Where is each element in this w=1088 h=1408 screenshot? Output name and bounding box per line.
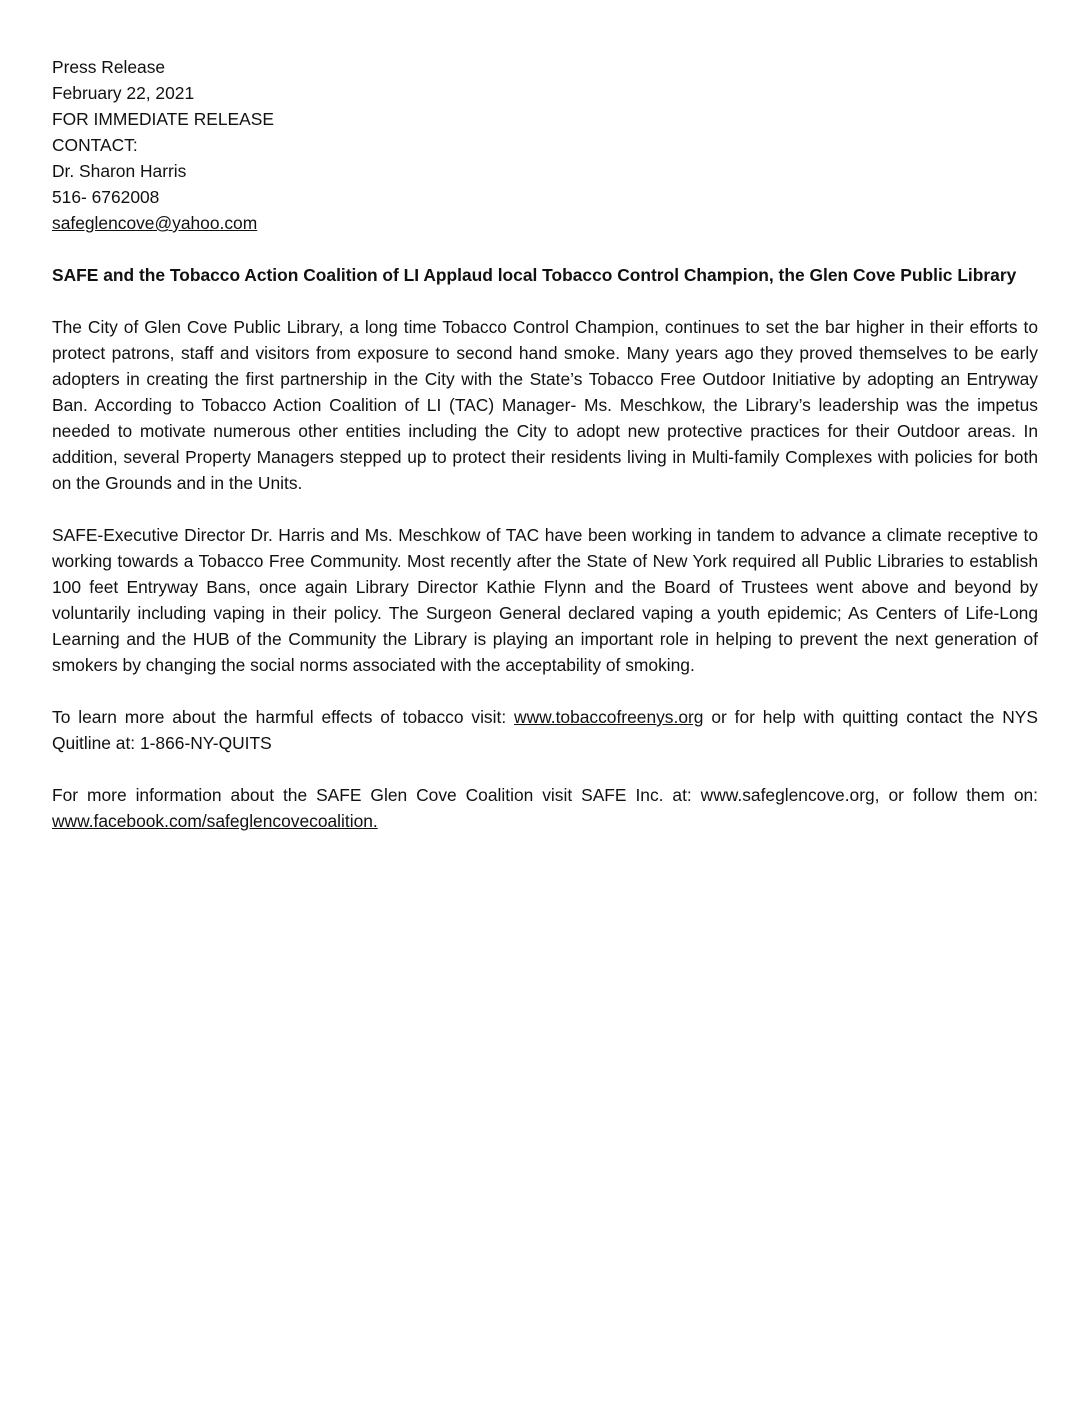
contact-label: CONTACT: (52, 135, 138, 155)
tobaccofreenys-link[interactable]: www.tobaccofreenys.org (514, 707, 704, 727)
paragraph-learn-more (52, 704, 1038, 756)
learn-more-text: To learn more about the harmful effects of tobacco visit: (52, 707, 515, 727)
contact-phone: 516- 6762008 (52, 187, 160, 207)
contact-email-link[interactable]: safeglencove@yahoo.com (52, 213, 258, 233)
release-date: February 22, 2021 (52, 83, 195, 103)
headline: SAFE and the Tobacco Action Coalition of LI Applaud local Tobacco Control Champion, the Glen Cove Public Library (52, 265, 1017, 285)
more-info-text: For more information about the SAFE Glen Cove Coalition visit SAFE Inc. at: www.safeglencove.org, or follow them on: (52, 785, 1038, 805)
release-header (52, 54, 1038, 236)
press-release-body (52, 54, 1038, 834)
paragraph-more-information (52, 782, 1038, 834)
contact-name: Dr. Sharon Harris (52, 161, 187, 181)
facebook-link[interactable]: www.facebook.com/safeglencovecoalition. (52, 811, 378, 831)
release-type: FOR IMMEDIATE RELEASE (52, 109, 274, 129)
press-release-label: Press Release (52, 57, 166, 77)
quitline-text: or for help with quitting contact the NYS Quitline at: 1-866-NY-QUITS (52, 707, 1038, 753)
paragraph-library-champion: The City of Glen Cove Public Library, a long time Tobacco Control Champion, continues to set the bar higher in their efforts to protect patrons, staff and visitors from exposure to second hand smoke. Many years ago they proved themselves to be early adopters in creating the first partnership in the City with the State’s Tobacco Free Outdoor Initiative by adopting an Entryway Ban. According to Tobacco Action Coalition of LI (TAC) Manager- Ms. Meschkow, the Library’s leadership was the impetus needed to motivate numerous other entities including the City to adopt new protective practices for their Outdoor areas. In addition, several Property Managers stepped up to protect their residents living in Multi-family Complexes with policies for both on the Grounds and in the Units. (52, 317, 1038, 493)
paragraph-tandem-work: SAFE-Executive Director Dr. Harris and Ms. Meschkow of TAC have been working in tandem to advance a climate receptive to working towards a Tobacco Free Community. Most recently after the State of New York required all Public Libraries to establish 100 feet Entryway Bans, once again Library Director Kathie Flynn and the Board of Trustees went above and beyond by voluntarily including vaping in their policy. The Surgeon General declared vaping a youth epidemic; As Centers of Life-Long Learning and the HUB of the Community the Library is playing an important role in helping to prevent the next generation of smokers by changing the social norms associated with the acceptability of smoking. (52, 525, 1038, 675)
